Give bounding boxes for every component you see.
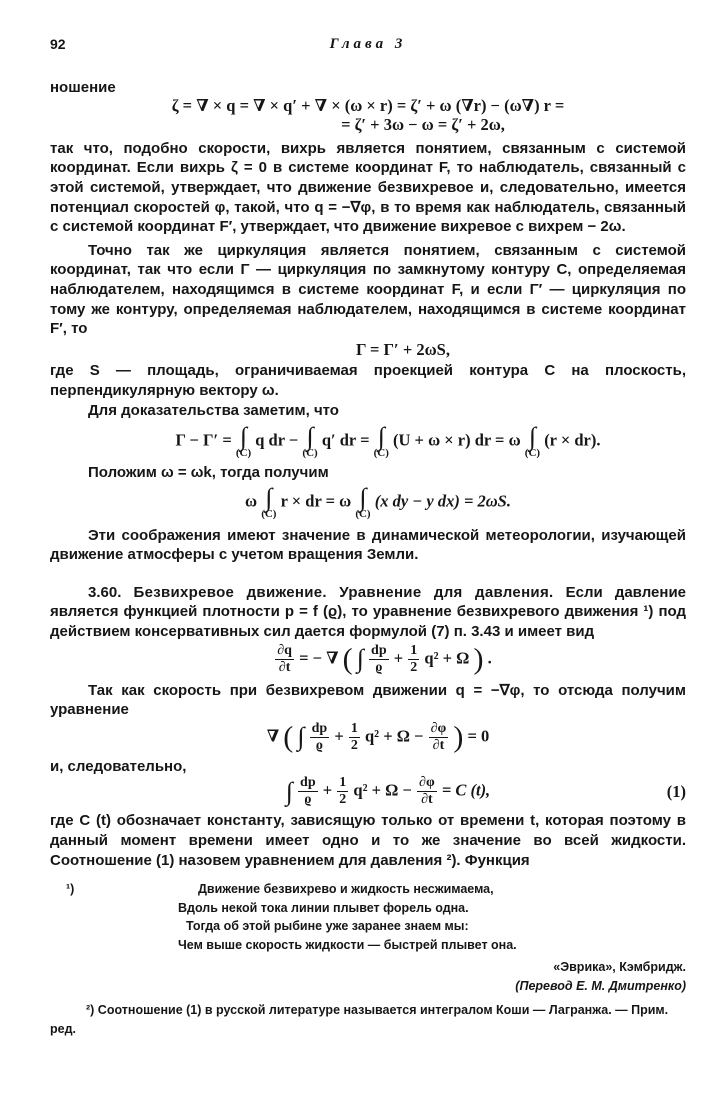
footnote-1 <box>50 880 686 1038</box>
chapter-title: Глава 3 <box>329 36 407 52</box>
running-header <box>50 36 686 66</box>
paragraph-vorticity: так что, подобно скорости, вихрь является понятием, связанным с системой координат. Если вихрь ζ = 0 в системе координат F, то наблюдатель, связанный с этой системой, утверждает, что движение безвихревое и, следовательно, имеется потенциал скоростей φ, такой, что q = −∇φ, в то время как наблюдатель, связанный с системой координат F′, утверждает, что движение вихревое с вихрем − 2ω. <box>50 139 686 236</box>
equation-number: (1) <box>666 782 686 802</box>
poem-line: Движение безвихрево и жидкость несжимаема, <box>198 882 494 897</box>
paragraph-area: где S — площадь, ограничиваемая проекцией контура C на плоскость, перпендикулярную вектору ω. <box>50 362 686 399</box>
footnote-2: ²) Соотношение (1) в русской литературе называется интегралом Коши — Лагранжа. — Прим. ред. <box>50 1003 669 1036</box>
section-title: Безвихревое движение. Уравнение для давления. <box>133 583 554 601</box>
paragraph-consequently: и, следовательно, <box>50 757 187 775</box>
paragraph-proof-intro: Для доказательства заметим, что <box>88 401 339 419</box>
paragraph-substitution: Положим ω = ωk, тогда получим <box>88 464 329 482</box>
page <box>50 36 686 1038</box>
equation-gradient: ∇ ( ∫ $\frac{dp}{ϱ}$ + $\frac{1}{2}$ q² + Ω − $\frac{\partial\varphi}{\partial t}$ ) = 0 <box>266 720 490 754</box>
equation-proof: Γ − Γ′ = ∫ (C) q dr − ∫ (C) q′ dr = ∫ (C) (U + ω × r) dr = ω ∫ (C) (r × dr). <box>175 422 601 460</box>
equation-circulation: Γ = Γ′ + 2ωS, <box>356 339 450 359</box>
equation-motion: $\frac{\partial q}{\partial t}$ = − ∇ ( ∫ $\frac{dp}{ϱ}$ + $\frac{1}{2}$ q² + Ω ) . <box>277 642 492 676</box>
section-3-60 <box>50 583 686 642</box>
poem-line: Тогда об этой рыбине уже заранее знаем мы: <box>186 919 469 934</box>
paragraph-circulation: Точно так же циркуляция является понятием, связанным с системой координат, так что если Γ — циркуляция по замкнутому контуру C, определяемая наблюдателем, находящимся в системе координат F, и если Γ′ — циркуляция по тому же контуру, определяемая наблюдателем, находящимся в системе координат F′, то <box>50 241 686 338</box>
footnote-translator: (Перевод Е. М. Дмитренко) <box>515 978 686 993</box>
paragraph-constant: где C (t) обозначает константу, зависящую только от времени t, которая поэтому в данный момент времени имеет одно и то же значение во всей жидкости. Соотношение (1) назовем уравнением для давления ²). Функция <box>50 812 686 869</box>
page-number: 92 <box>50 36 66 52</box>
section-text: Если давление является функцией плотности p = f (ϱ), то уравнение безвихревого движения ¹) под действием консервативных сил дается формулой (7) п. 3.43 и имеет вид <box>50 583 687 641</box>
section-number: 3.60. <box>88 583 122 601</box>
footnote-poem <box>50 880 686 954</box>
equation-pressure: ∫ $\frac{dp}{ϱ}$ + $\frac{1}{2}$ q² + Ω − $\frac{\partial\varphi}{\partial t}$ = C (t), (1) <box>285 775 686 808</box>
equation-vorticity-2: = ζ′ + 3ω − ω = ζ′ + 2ω, <box>341 115 505 135</box>
text-intro: ношение <box>50 79 116 96</box>
equation-vorticity-1: ζ = ∇ × q = ∇ × q′ + ∇ × (ω × r) = ζ′ + ω (∇r) − (ω∇) r = <box>171 95 565 115</box>
poem-line: Вдоль некой тока линии плывет форель одна. <box>178 900 469 915</box>
paragraph-meteorology: Эти соображения имеют значение в динамической метеорологии, изучающей движение атмосферы с учетом вращения Земли. <box>50 526 686 564</box>
footnote-1-mark: ¹) <box>66 882 75 897</box>
poem-line: Чем выше скорость жидкости — быстрей плывет она. <box>178 937 517 952</box>
footnote-source: «Эврика», Кэмбридж. <box>553 960 686 975</box>
paragraph-irrotational: Так как скорость при безвихревом движении q = −∇φ, то отсюда получим уравнение <box>50 681 686 719</box>
equation-area: ω ∫ (C) r × dr = ω ∫ (C) (x dy − y dx) = 2ωS. <box>245 482 511 520</box>
